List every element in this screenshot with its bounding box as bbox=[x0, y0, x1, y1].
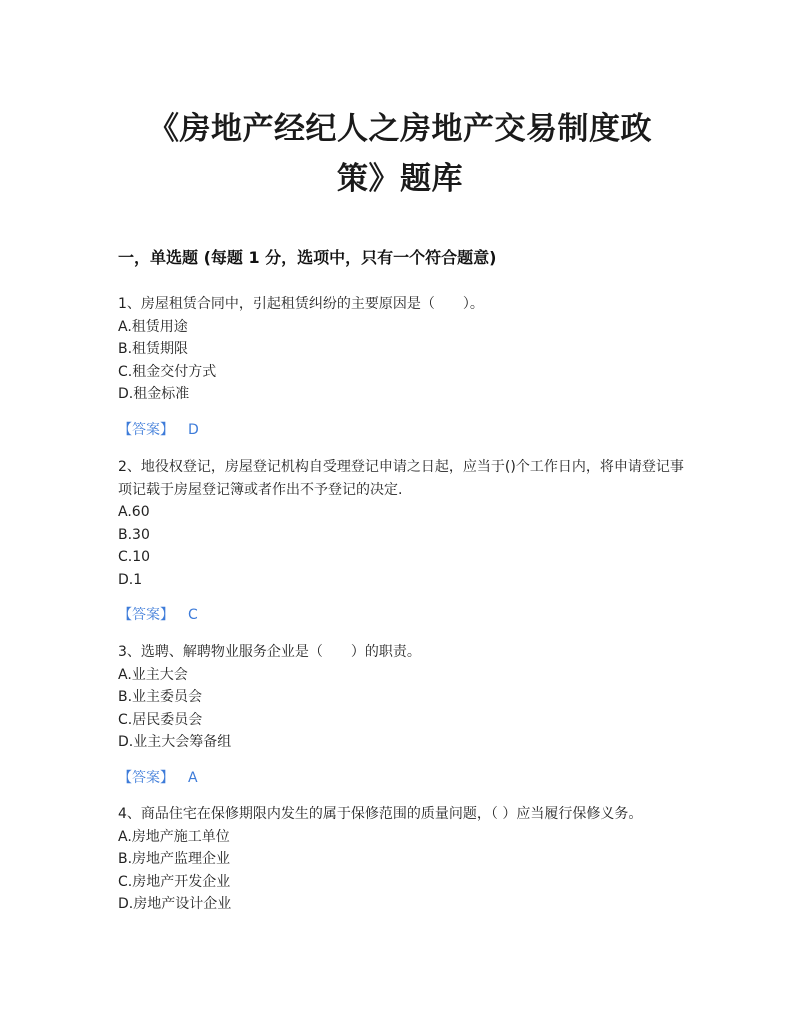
question-option-d: D.租金标准 bbox=[118, 386, 190, 402]
answer-label: 【答案】 bbox=[118, 607, 174, 623]
question-option-d: D.业主大会筹备组 bbox=[118, 734, 232, 750]
answer-line bbox=[118, 767, 688, 789]
answer-line bbox=[118, 604, 688, 626]
question-option-c: C.10 bbox=[118, 549, 151, 565]
answer-label: 【答案】 bbox=[118, 421, 174, 438]
document-title-line-2: 策》题库 bbox=[337, 161, 463, 197]
question-option-a: A.房地产施工单位 bbox=[118, 828, 230, 845]
question-stem: 4、商品住宅在保修期限内发生的属于保修范围的质量问题，（ ）应当履行保修义务。 bbox=[118, 806, 643, 822]
question-option-a: A.租赁用途 bbox=[118, 318, 188, 335]
answer-value: D bbox=[188, 421, 199, 438]
question-4 bbox=[118, 803, 688, 916]
answer-line bbox=[118, 419, 688, 441]
question-option-c: C.房地产开发企业 bbox=[118, 873, 231, 890]
question-option-d: D.1 bbox=[118, 571, 143, 588]
question-option-b: B.30 bbox=[118, 526, 150, 543]
question-3 bbox=[118, 641, 688, 789]
document-title-line-1: 《房地产经纪人之房地产交易制度政 bbox=[148, 111, 652, 147]
document-title bbox=[100, 104, 700, 204]
answer-value: A bbox=[188, 769, 198, 786]
question-1 bbox=[118, 293, 688, 441]
question-stem: 1、房屋租赁合同中，引起租赁纠纷的主要原因是（ ）。 bbox=[118, 296, 484, 312]
question-option-a: A.60 bbox=[118, 504, 150, 520]
question-option-a: A.业主大会 bbox=[118, 666, 188, 683]
question-option-b: B.业主委员会 bbox=[118, 689, 203, 705]
question-option-b: B.租赁期限 bbox=[118, 341, 189, 357]
section-heading: 一，单选题 (每题 1 分，选项中，只有一个符合题意) bbox=[118, 248, 497, 267]
answer-value: C bbox=[188, 607, 198, 623]
question-2 bbox=[118, 456, 688, 626]
answer-label: 【答案】 bbox=[118, 769, 174, 786]
question-option-c: C.居民委员会 bbox=[118, 711, 203, 728]
question-option-c: C.租金交付方式 bbox=[118, 363, 217, 380]
question-stem: 2、地役权登记，房屋登记机构自受理登记申请之日起，应当于()个工作日内，将申请登记事项记载于房屋登记簿或者作出不予登记的决定. bbox=[118, 459, 684, 498]
question-option-d: D.房地产设计企业 bbox=[118, 896, 232, 912]
question-stem: 3、选聘、解聘物业服务企业是（ ）的职责。 bbox=[118, 644, 421, 660]
question-option-b: B.房地产监理企业 bbox=[118, 851, 231, 867]
